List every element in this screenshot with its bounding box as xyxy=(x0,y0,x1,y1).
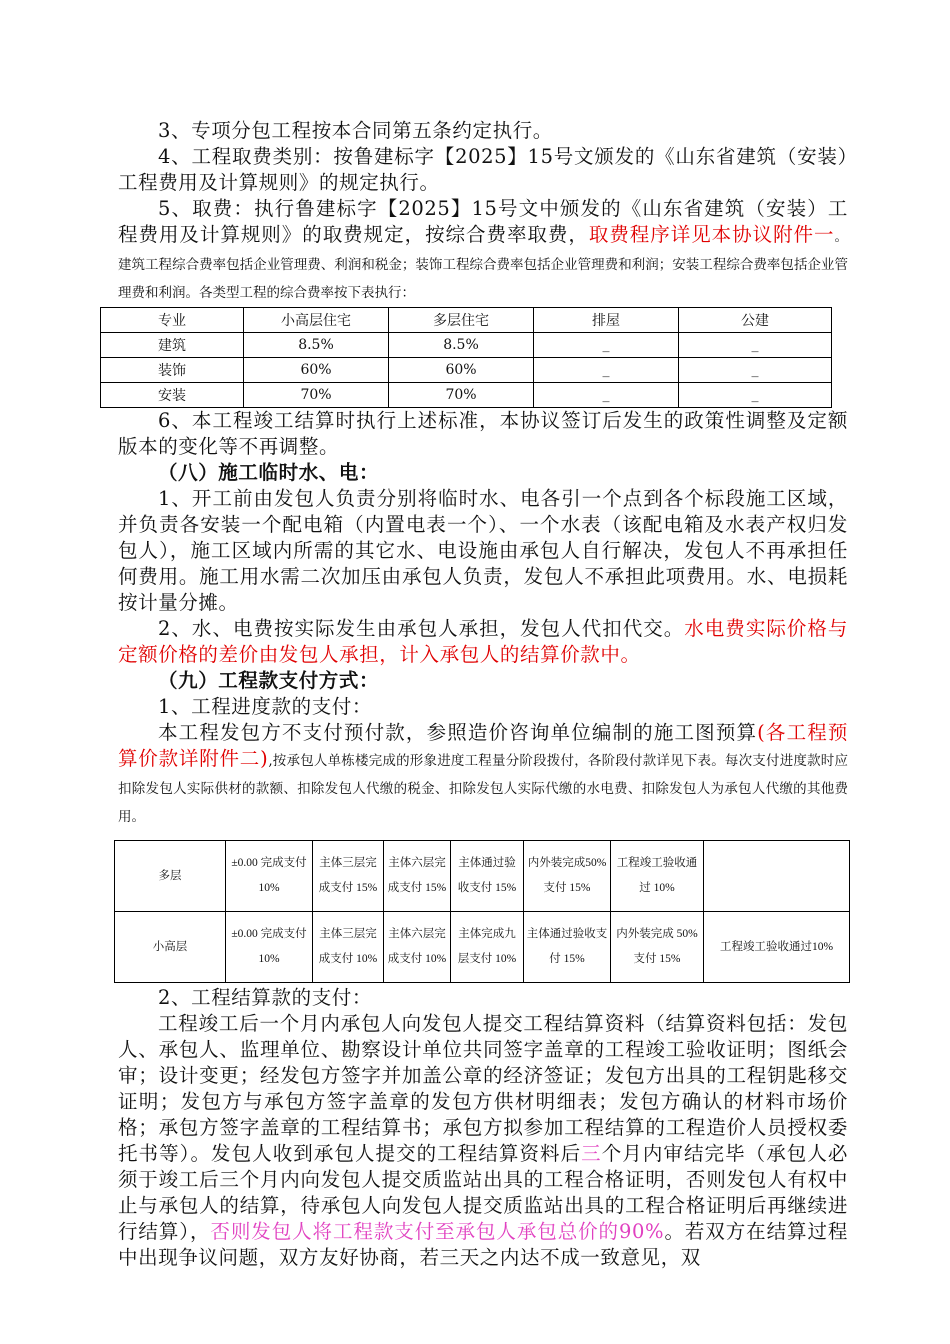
clause-5-small: 。建筑工程综合费率包括企业管理费、利润和税金；装饰工程综合费率包括企业管理费和利润；安装工程综合费率包括企业管理费和利润。各类型工程的综合费率按下表执行： xyxy=(118,229,848,301)
clause-8-2 xyxy=(118,616,848,668)
payment-table xyxy=(114,840,850,983)
table-cell: 工程竣工验收通过 10% xyxy=(611,841,704,912)
clause-8-2-text: 2、水、电费按实际发生由承包人承担，发包人代扣代交。 xyxy=(158,617,685,640)
table-cell: 建筑 xyxy=(101,333,244,358)
clause-9-2-text-c: 。若双方在结算过程中出现争议问题，双方友好协商，若三天之内达不成一致意见，双 xyxy=(118,1220,848,1269)
clause-9-1-body xyxy=(118,720,848,830)
clause-9-2: 2、工程结算款的支付： xyxy=(158,986,373,1009)
table-cell: 70% xyxy=(244,383,389,408)
table-cell: ±0.00 完成支付10% xyxy=(226,841,313,912)
table-cell: 70% xyxy=(389,383,534,408)
table-cell: 安装 xyxy=(101,383,244,408)
clause-5-red: 取费程序详见本协议附件一 xyxy=(588,223,835,246)
clause-8-1: 1、开工前由发包人负责分别将临时水、电各引一个点到各个标段施工区域，并负责各安装一个配电箱（内置电表一个）、一个水表（该配电箱及水表产权归发包人），施工区域内所需的其它水、电设施由承包人自行解决，发包人不再承担任何费用。施工用水需二次加压由承包人负责，发包人不承担此项费用。水、电损耗按计量分摊。 xyxy=(118,487,848,614)
table-cell: 装饰 xyxy=(101,358,244,383)
table-row xyxy=(101,383,832,408)
clause-9-2-text-b: 个月内审结完毕（承包人必须于竣工后三个月内向发包人提交质监站出具的工程合格证明，否则发包人有权中止与承包人的结算，待承包人向发包人提交质监站出具的工程合格证明后再继续进行结算）， xyxy=(118,1142,848,1243)
table-cell: 工程竣工验收通过10% xyxy=(704,912,850,983)
table-cell: _ xyxy=(534,358,679,383)
table-cell: 60% xyxy=(244,358,389,383)
clause-6: 6、本工程竣工结算时执行上述标准，本协议签订后发生的政策性调整及定额版本的变化等不再调整。 xyxy=(118,409,848,458)
table-cell: 主体三层完成支付 15% xyxy=(313,841,384,912)
clause-9-1-red: (各工程预算价款详附件二) xyxy=(118,721,849,770)
clause-9-1-small: ,按承包人单栋楼完成的形象进度工程量分阶段拨付，各阶段付款详见下表。每次支付进度款时应扣除发包人实际供材的款额、扣除发包人代缴的税金、扣除发包人实际代缴的水电费、扣除发包人为承包人代缴的其他费用。 xyxy=(118,753,848,825)
table-cell: 8.5% xyxy=(244,333,389,358)
table-row xyxy=(115,841,850,912)
clause-9-2-body xyxy=(118,1011,848,1271)
table-cell: 主体通过验收支付 15% xyxy=(524,912,611,983)
clause-9-2-pink-b: 否则发包人将工程款支付至承包人承包总价的90% xyxy=(210,1220,665,1243)
table-row xyxy=(115,912,850,983)
clause-9-1: 1、工程进度款的支付： xyxy=(158,695,373,718)
table-cell: 内外装完成50%支付 15% xyxy=(524,841,611,912)
section-8-heading: （八）施工临时水、电： xyxy=(158,461,380,484)
clause-9-2-text-a: 工程竣工后一个月内承包人向发包人提交工程结算资料（结算资料包括：发包人、承包人、监理单位、勘察设计单位共同签字盖章的工程竣工验收证明；图纸会审；设计变更；经发包方签字并加盖公章的经济签证；发包方出具的工程钥匙移交证明；发包方与承包方签字盖章的发包方供材明细表；发包方确认的材料市场价格；承包方签字盖章的工程结算书；承包方拟参加工程结算的工程造价人员授权委托书等）。发包人收到承包人提交的工程结算资料后 xyxy=(118,1012,848,1165)
table-cell: _ xyxy=(534,333,679,358)
table-cell: 主体完成九层支付 10% xyxy=(451,912,524,983)
table-header-cell: 多层住宅 xyxy=(389,308,534,333)
table-cell: _ xyxy=(534,383,679,408)
rate-table xyxy=(100,307,832,408)
table-cell: 主体三层完成支付 10% xyxy=(313,912,384,983)
table-cell: ±0.00 完成支付10% xyxy=(226,912,313,983)
table-cell: _ xyxy=(679,358,832,383)
table-cell: 内外装完成 50%支付 15% xyxy=(611,912,704,983)
table-header-cell: 小高层住宅 xyxy=(244,308,389,333)
document-page xyxy=(118,118,848,1271)
table-cell: 主体通过验收支付 15% xyxy=(451,841,524,912)
clause-4: 4、工程取费类别：按鲁建标字【2025】15号文颁发的《山东省建筑（安装）工程费用及计算规则》的规定执行。 xyxy=(118,145,848,194)
table-cell: 60% xyxy=(389,358,534,383)
table-cell: 多层 xyxy=(115,841,226,912)
table-cell: _ xyxy=(679,333,832,358)
clause-9-1-text: 本工程发包方不支付预付款，参照造价咨询单位编制的施工图预算 xyxy=(158,721,758,744)
table-header-cell: 排屋 xyxy=(534,308,679,333)
table-cell xyxy=(704,841,850,912)
table-cell: 主体六层完成支付 10% xyxy=(384,912,451,983)
clause-8-2-red: 水电费实际价格与定额价格的差价由发包人承担，计入承包人的结算价款中。 xyxy=(118,617,848,666)
table-cell: 主体六层完成支付 15% xyxy=(384,841,451,912)
rate-table-header xyxy=(101,308,832,333)
table-header-cell: 公建 xyxy=(679,308,832,333)
table-cell: 8.5% xyxy=(389,333,534,358)
table-row xyxy=(101,358,832,383)
clause-5-text: 5、取费：执行鲁建标字【2025】15号文中颁发的《山东省建筑（安装）工程费用及计算规则》的取费规定，按综合费率取费， xyxy=(118,197,848,246)
table-cell: 小高层 xyxy=(115,912,226,983)
clause-3: 3、专项分包工程按本合同第五条约定执行。 xyxy=(158,119,553,142)
table-cell: _ xyxy=(679,383,832,408)
table-header-cell: 专业 xyxy=(101,308,244,333)
clause-9-2-pink-a: 三 xyxy=(581,1142,602,1165)
table-row xyxy=(101,333,832,358)
clause-5 xyxy=(118,196,848,306)
section-9-heading: （九）工程款支付方式： xyxy=(158,669,380,692)
